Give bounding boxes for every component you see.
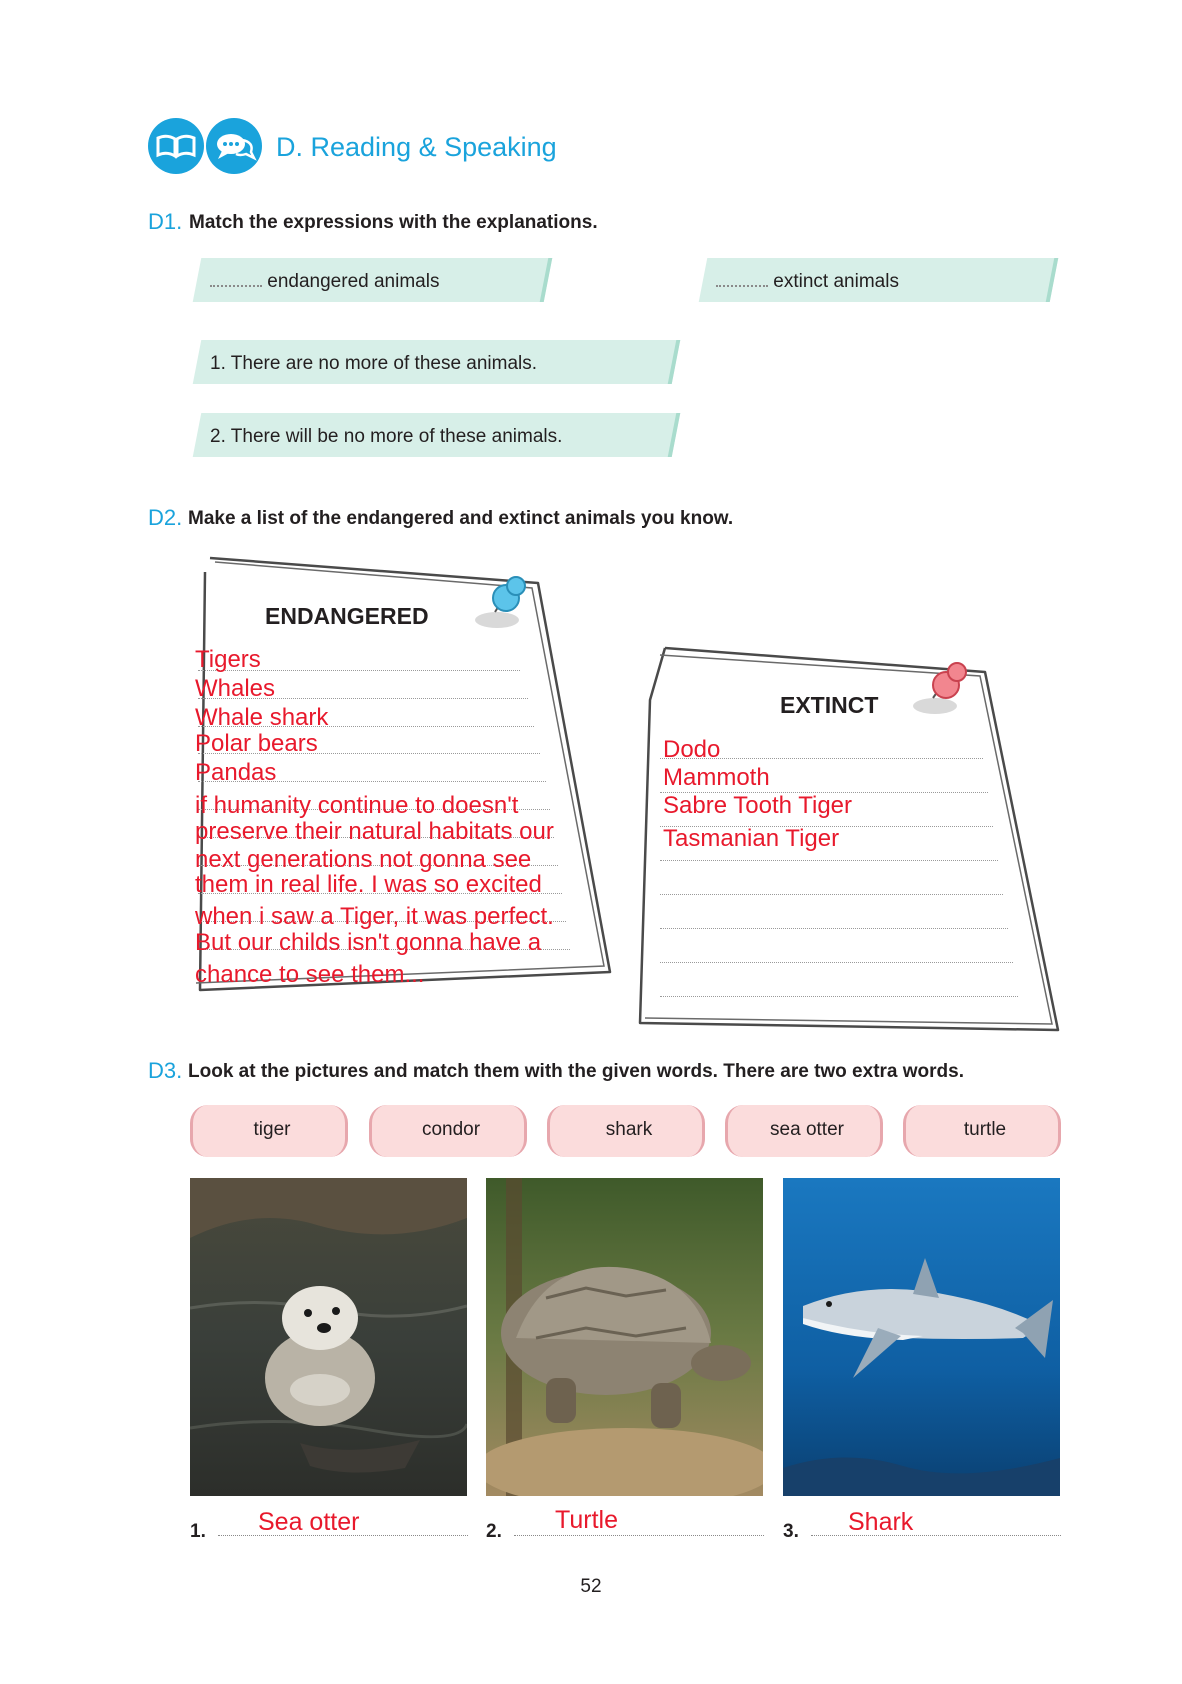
word-chip-sea-otter[interactable]: sea otter xyxy=(725,1105,883,1157)
d3-instruction: Look at the pictures and match them with the given words. There are two extra words. xyxy=(188,1061,964,1082)
answer-text: Shark xyxy=(848,1508,914,1536)
endangered-title: ENDANGERED xyxy=(265,603,429,629)
word-chip-shark[interactable]: shark xyxy=(547,1105,705,1157)
d2-instruction: Make a list of the endangered and extinct animals you know. xyxy=(188,508,734,529)
red-pin-icon xyxy=(913,663,966,714)
word-chip-condor[interactable]: condor xyxy=(369,1105,527,1157)
explanation-2: 2. There will be no more of these animals. xyxy=(210,426,563,447)
word-chip-tiger[interactable]: tiger xyxy=(190,1105,348,1157)
word-chip-turtle[interactable]: turtle xyxy=(903,1105,1061,1157)
extinct-item: Sabre Tooth Tiger xyxy=(663,792,853,819)
answer-line[interactable] xyxy=(514,1535,764,1536)
endangered-paragraph: But our childs isn't gonna have a xyxy=(195,929,542,956)
answer-text: Turtle xyxy=(555,1506,618,1534)
endangered-paragraph: when i saw a Tiger, it was perfect. xyxy=(195,903,554,930)
d1-number: D1. xyxy=(148,209,183,234)
extinct-item: Mammoth xyxy=(663,764,770,791)
endangered-paragraph: chance to see them... xyxy=(195,961,425,988)
endangered-paragraph: them in real life. I was so excited xyxy=(195,871,542,898)
section-title: D. Reading & Speaking xyxy=(276,132,557,162)
endangered-item: Whale shark xyxy=(195,704,329,731)
endangered-paragraph: if humanity continue to doesn't xyxy=(195,792,519,819)
answer-text: Sea otter xyxy=(258,1508,360,1536)
sea-otter-photo xyxy=(190,1178,467,1496)
d1-instruction: Match the expressions with the explanations. xyxy=(189,212,598,233)
endangered-paragraph: preserve their natural habitats our xyxy=(195,818,554,845)
page-number: 52 xyxy=(580,1576,602,1597)
endangered-item: Polar bears xyxy=(195,730,318,757)
shark-photo xyxy=(783,1178,1060,1496)
answer-number: 3. xyxy=(783,1521,799,1542)
endangered-item: Tigers xyxy=(195,646,261,673)
extinct-item: Tasmanian Tiger xyxy=(663,825,840,852)
answer-number: 1. xyxy=(190,1521,206,1542)
d2-number: D2. xyxy=(148,505,183,530)
tortoise-photo xyxy=(486,1178,763,1496)
expression-2: extinct animals xyxy=(716,271,899,293)
extinct-item: Dodo xyxy=(663,736,721,763)
expression-1: endangered animals xyxy=(210,271,439,293)
endangered-item: Whales xyxy=(195,675,276,702)
d3-number: D3. xyxy=(148,1058,183,1083)
endangered-paragraph: next generations not gonna see xyxy=(195,846,532,873)
extinct-title: EXTINCT xyxy=(780,692,879,718)
answer-number: 2. xyxy=(486,1521,502,1542)
explanation-1: 1. There are no more of these animals. xyxy=(210,353,538,374)
endangered-item: Pandas xyxy=(195,759,277,786)
